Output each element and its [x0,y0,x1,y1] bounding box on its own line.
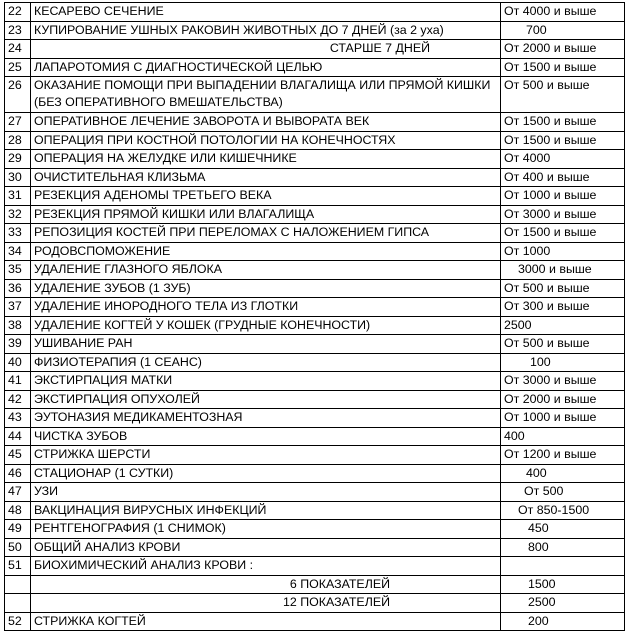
price-list-body [5,3,625,631]
table-row [5,575,625,594]
price-cell: 450 [501,520,625,539]
price-cell: 1500 [501,575,625,594]
table-row [5,261,625,280]
row-number-cell: 44 [5,427,31,446]
service-name-cell: ЛАПАРОТОМИЯ С ДИАГНОСТИЧЕСКОЙ ЦЕЛЬЮ [31,58,501,77]
service-name-cell: УДАЛЕНИЕ ГЛАЗНОГО ЯБЛОКА [31,261,501,280]
row-number-cell: 41 [5,372,31,391]
table-row [5,409,625,428]
price-cell: 400 [501,427,625,446]
table-row [5,187,625,206]
service-name-cell: РЕНТГЕНОГРАФИЯ (1 СНИМОК) [31,520,501,539]
table-row [5,21,625,40]
service-name-cell: УДАЛЕНИЕ ИНОРОДНОГО ТЕЛА ИЗ ГЛОТКИ [31,298,501,317]
table-row [5,3,625,22]
row-number-cell: 39 [5,335,31,354]
service-name-cell: ОБЩИЙ АНАЛИЗ КРОВИ [31,538,501,557]
price-cell: От 1200 и выше [501,446,625,465]
price-cell: 700 [501,21,625,40]
price-cell: От 1000 [501,242,625,261]
price-cell: От 2000 и выше [501,40,625,59]
table-row [5,390,625,409]
service-name-cell: 6 ПОКАЗАТЕЛЕЙ [31,575,501,594]
service-name-cell: ВАКЦИНАЦИЯ ВИРУСНЫХ ИНФЕКЦИЙ [31,501,501,520]
service-name-cell: РЕЗЕКЦИЯ ПРЯМОЙ КИШКИ ИЛИ ВЛАГАЛИЩА [31,205,501,224]
row-number-cell: 50 [5,538,31,557]
price-cell: От 2000 и выше [501,390,625,409]
service-name-cell: УШИВАНИЕ РАН [31,335,501,354]
price-list-table [4,2,625,631]
table-row [5,557,625,576]
price-cell: От 3000 и выше [501,205,625,224]
row-number-cell: 24 [5,40,31,59]
price-cell: 3000 и выше [501,261,625,280]
service-name-cell: СТАРШЕ 7 ДНЕЙ [31,40,501,59]
table-row [5,224,625,243]
table-row [5,464,625,483]
price-cell: От 1500 и выше [501,58,625,77]
service-name-cell: КУПИРОВАНИЕ УШНЫХ РАКОВИН ЖИВОТНЫХ ДО 7 ДНЕЙ (за 2 уха) [31,21,501,40]
row-number-cell: 49 [5,520,31,539]
table-row [5,113,625,132]
row-number-cell: 30 [5,168,31,187]
price-cell: От 3000 и выше [501,372,625,391]
price-cell: От 1500 и выше [501,224,625,243]
table-row [5,335,625,354]
table-row [5,501,625,520]
price-cell: От 1500 и выше [501,113,625,132]
row-number-cell: 26 [5,77,31,113]
table-row [5,40,625,59]
service-name-cell: ЭКСТИРПАЦИЯ ОПУХОЛЕЙ [31,390,501,409]
table-row [5,372,625,391]
row-number-cell: 51 [5,557,31,576]
table-row [5,538,625,557]
price-cell: От 500 и выше [501,335,625,354]
row-number-cell: 27 [5,113,31,132]
price-cell: 100 [501,353,625,372]
service-name-cell: ОПЕРАЦИЯ ПРИ КОСТНОЙ ПОТОЛОГИИ НА КОНЕЧНОСТЯХ [31,131,501,150]
row-number-cell: 29 [5,150,31,169]
row-number-cell: 48 [5,501,31,520]
service-name-cell: ФИЗИОТЕРАПИЯ (1 СЕАНС) [31,353,501,372]
table-row [5,279,625,298]
row-number-cell [5,594,31,613]
row-number-cell: 38 [5,316,31,335]
price-cell: 400 [501,464,625,483]
row-number-cell: 46 [5,464,31,483]
service-name-cell: ОПЕРАЦИЯ НА ЖЕЛУДКЕ ИЛИ КИШЕЧНИКЕ [31,150,501,169]
table-row [5,131,625,150]
price-cell: От 300 и выше [501,298,625,317]
row-number-cell [5,575,31,594]
price-cell: От 1500 и выше [501,131,625,150]
table-row [5,298,625,317]
service-name-cell: УЗИ [31,483,501,502]
service-name-cell: ЭУТОНАЗИЯ МЕДИКАМЕНТОЗНАЯ [31,409,501,428]
row-number-cell: 36 [5,279,31,298]
price-cell: 800 [501,538,625,557]
table-row [5,58,625,77]
service-name-cell: ОПЕРАТИВНОЕ ЛЕЧЕНИЕ ЗАВОРОТА И ВЫВОРАТА ВЕК [31,113,501,132]
price-cell: 2500 [501,594,625,613]
price-cell: От 4000 [501,150,625,169]
row-number-cell: 45 [5,446,31,465]
service-name-cell: ЭКСТИРПАЦИЯ МАТКИ [31,372,501,391]
row-number-cell: 31 [5,187,31,206]
service-name-cell: УДАЛЕНИЕ ЗУБОВ (1 ЗУБ) [31,279,501,298]
table-row [5,205,625,224]
table-row [5,316,625,335]
table-row [5,242,625,261]
row-number-cell: 25 [5,58,31,77]
price-cell [501,557,625,576]
row-number-cell: 42 [5,390,31,409]
service-name-cell: РЕЗЕКЦИЯ АДЕНОМЫ ТРЕТЬЕГО ВЕКА [31,187,501,206]
row-number-cell: 47 [5,483,31,502]
table-row [5,77,625,113]
service-name-cell: СТРИЖКА КОГТЕЙ [31,612,501,631]
row-number-cell: 32 [5,205,31,224]
service-name-cell: ОКАЗАНИЕ ПОМОЩИ ПРИ ВЫПАДЕНИИ ВЛАГАЛИЩА ИЛИ ПРЯМОЙ КИШКИ (БЕЗ ОПЕРАТИВНОГО ВМЕШАТЕЛЬСТВА) [31,77,501,113]
table-row [5,594,625,613]
service-name-cell: БИОХИМИЧЕСКИЙ АНАЛИЗ КРОВИ : [31,557,501,576]
row-number-cell: 52 [5,612,31,631]
table-row [5,520,625,539]
row-number-cell: 33 [5,224,31,243]
service-name-cell: УДАЛЕНИЕ КОГТЕЙ У КОШЕК (ГРУДНЫЕ КОНЕЧНОСТИ) [31,316,501,335]
price-cell: От 500 [501,483,625,502]
price-cell: От 500 и выше [501,279,625,298]
price-cell: 200 [501,612,625,631]
service-name-cell: КЕСАРЕВО СЕЧЕНИЕ [31,3,501,22]
service-name-cell: РЕПОЗИЦИЯ КОСТЕЙ ПРИ ПЕРЕЛОМАХ С НАЛОЖЕНИЕМ ГИПСА [31,224,501,243]
table-row [5,353,625,372]
price-cell: От 1000 и выше [501,409,625,428]
row-number-cell: 37 [5,298,31,317]
table-row [5,483,625,502]
row-number-cell: 22 [5,3,31,22]
service-name-cell: РОДОВСПОМОЖЕНИЕ [31,242,501,261]
service-name-cell: СТАЦИОНАР (1 СУТКИ) [31,464,501,483]
row-number-cell: 34 [5,242,31,261]
table-row [5,446,625,465]
table-row [5,612,625,631]
service-name-cell: 12 ПОКАЗАТЕЛЕЙ [31,594,501,613]
price-cell: От 400 и выше [501,168,625,187]
price-cell: От 4000 и выше [501,3,625,22]
table-row [5,150,625,169]
row-number-cell: 40 [5,353,31,372]
service-name-cell: ОЧИСТИТЕЛЬНАЯ КЛИЗЬМА [31,168,501,187]
row-number-cell: 28 [5,131,31,150]
row-number-cell: 35 [5,261,31,280]
row-number-cell: 23 [5,21,31,40]
price-cell: От 500 и выше [501,77,625,113]
table-row [5,427,625,446]
service-name-cell: СТРИЖКА ШЕРСТИ [31,446,501,465]
service-name-cell: ЧИСТКА ЗУБОВ [31,427,501,446]
price-cell: От 850-1500 [501,501,625,520]
table-row [5,168,625,187]
price-cell: 2500 [501,316,625,335]
row-number-cell: 43 [5,409,31,428]
price-cell: От 1000 и выше [501,187,625,206]
